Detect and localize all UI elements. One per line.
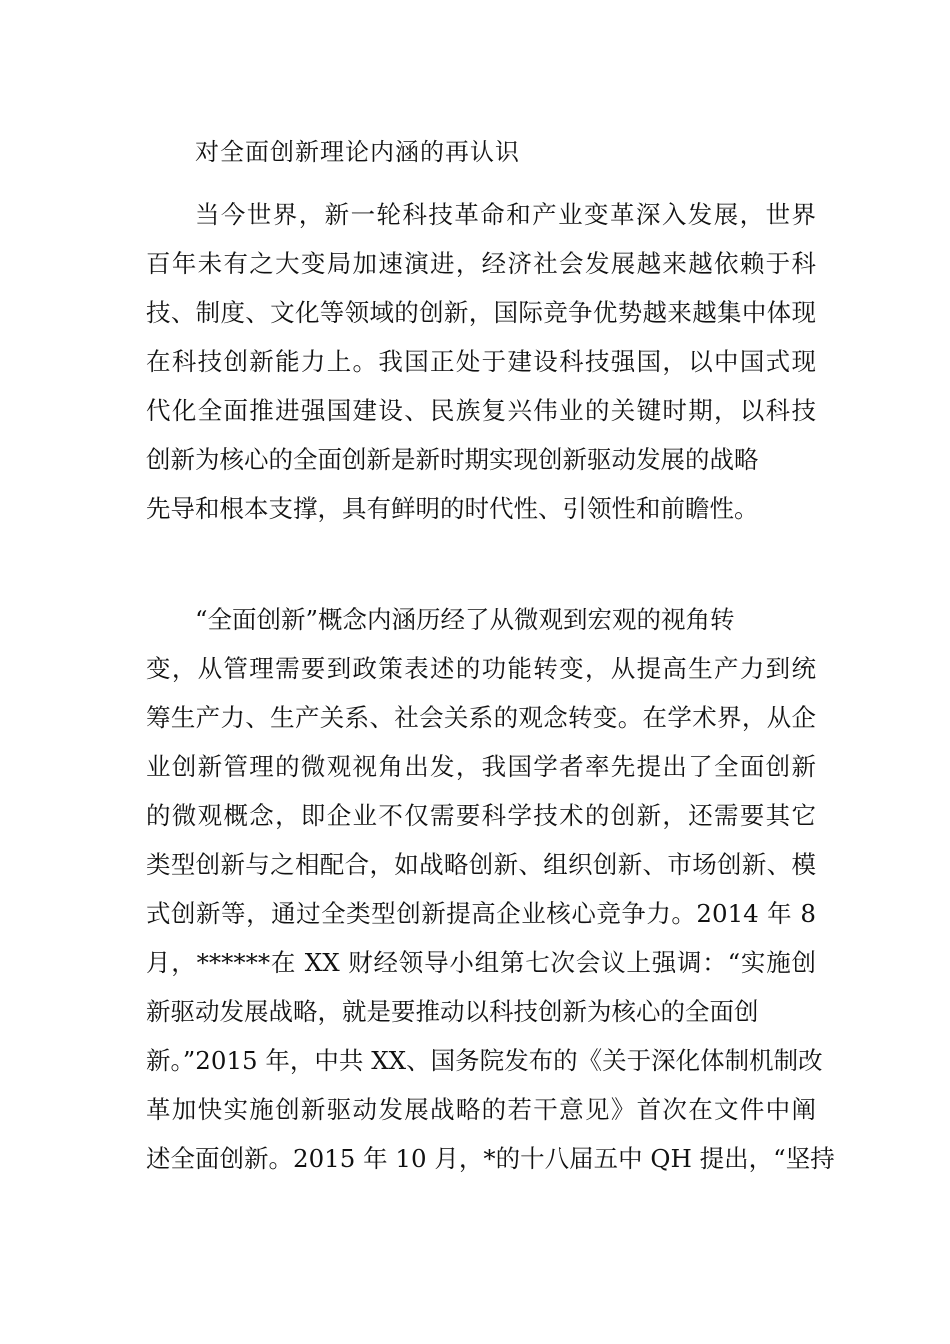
paragraph-line: 革加快实施创新驱动发展战略的若干意见》首次在文件中阐: [146, 1095, 816, 1124]
paragraph-line: 的微观概念，即企业不仅需要科学技术的创新，还需要其它: [146, 801, 816, 830]
paragraph-line: 新驱动发展战略，就是要推动以科技创新为核心的全面创: [146, 997, 759, 1026]
paragraph-line: 式创新等，通过全类型创新提高企业核心竞争力。2014 年 8: [146, 899, 816, 928]
paragraph-line: 述全面创新。2015 年 10 月，*的十八届五中 QH 提出，“坚持: [146, 1144, 835, 1173]
paragraph-line: 类型创新与之相配合，如战略创新、组织创新、市场创新、模: [146, 850, 816, 879]
paragraph-line: 变，从管理需要到政策表述的功能转变，从提高生产力到统: [146, 654, 816, 683]
paragraph-2: [146, 595, 835, 1183]
paragraph-line: 技、制度、文化等领域的创新，国际竞争优势越来越集中体现: [146, 298, 816, 327]
paragraph-line: 月，******在 XX 财经领导小组第七次会议上强调：“实施创: [146, 948, 816, 977]
paragraph-line: 创新为核心的全面创新是新时期实现创新驱动发展的战略: [146, 445, 759, 474]
paragraph-1: [146, 190, 816, 533]
paragraph-line: 业创新管理的微观视角出发，我国学者率先提出了全面创新: [146, 752, 816, 781]
paragraph-line: 新。”2015 年，中共 XX、国务院发布的《关于深化体制机制改: [146, 1046, 823, 1075]
paragraph-line: 筹生产力、生产关系、社会关系的观念转变。在学术界，从企: [146, 703, 816, 732]
paragraph-line: 在科技创新能力上。我国正处于建设科技强国，以中国式现: [146, 347, 816, 376]
paragraph-line: 当今世界，新一轮科技革命和产业变革深入发展，世界: [195, 200, 816, 229]
paragraph-line: “全面创新”概念内涵历经了从微观到宏观的视角转: [195, 605, 735, 634]
paragraph-line: 代化全面推进强国建设、民族复兴伟业的关键时期，以科技: [146, 396, 816, 425]
paragraph-line: 百年未有之大变局加速演进，经济社会发展越来越依赖于科: [146, 249, 816, 278]
document-title: 对全面创新理论内涵的再认识: [195, 138, 520, 166]
paragraph-line: 先导和根本支撑，具有鲜明的时代性、引领性和前瞻性。: [146, 494, 759, 523]
